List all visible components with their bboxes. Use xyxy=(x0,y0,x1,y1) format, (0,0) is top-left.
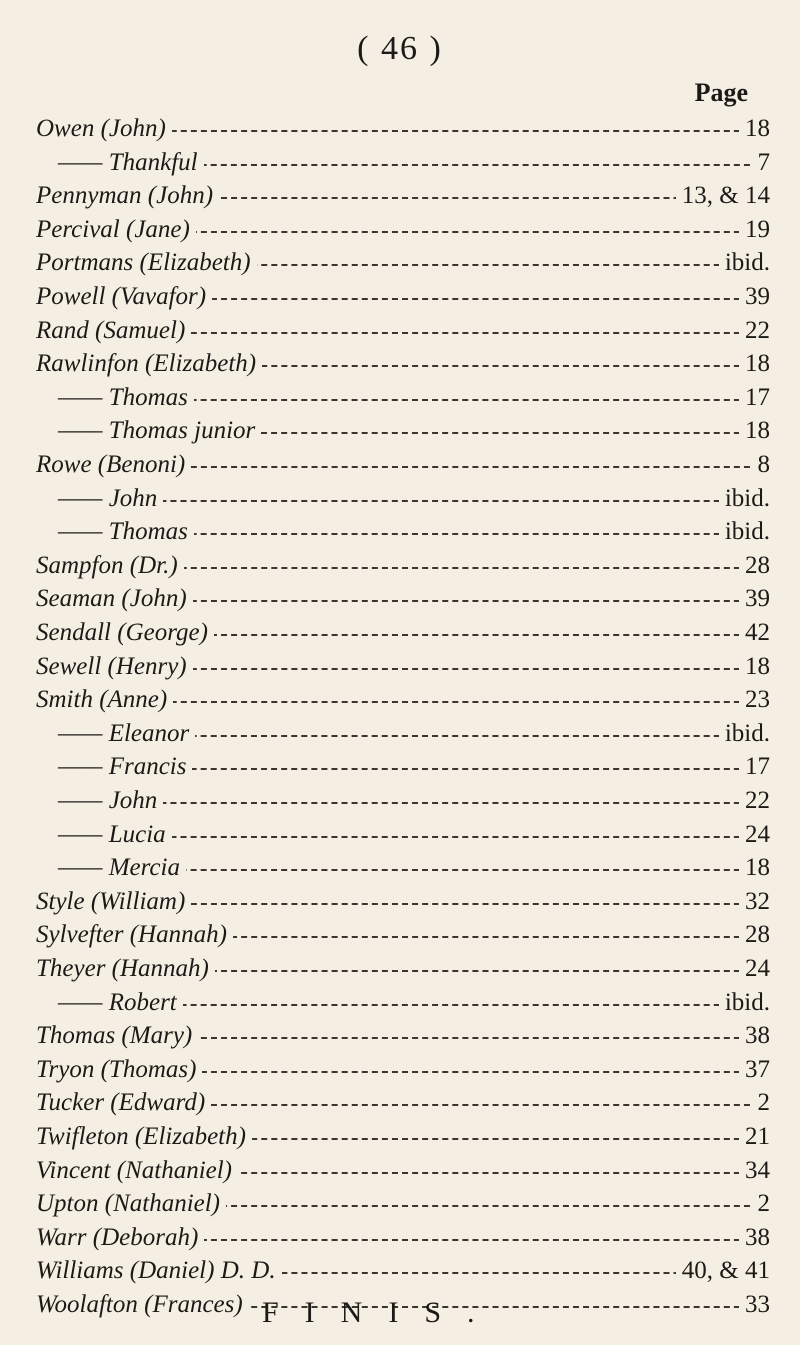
index-entry xyxy=(0,280,800,314)
entry-name: —— Thomas xyxy=(58,381,194,415)
entry-page-number: 42 xyxy=(739,616,770,650)
entry-page-number: 17 xyxy=(739,381,770,415)
entry-page-number: 22 xyxy=(739,314,770,348)
page-column-heading: Page xyxy=(694,78,748,107)
entry-name: Rowe (Benoni) xyxy=(36,448,191,482)
index-entry xyxy=(0,381,800,415)
entry-name: —— Thankful xyxy=(58,146,204,180)
index-entry xyxy=(0,750,800,784)
index-entry xyxy=(0,1053,800,1087)
index-entry xyxy=(0,1019,800,1053)
index-entry xyxy=(0,482,800,516)
finis-text: FINIS. xyxy=(262,1296,501,1329)
entry-page-number: 13, & 14 xyxy=(676,179,770,213)
index-entry xyxy=(0,1154,800,1188)
entry-page-number: 2 xyxy=(752,1086,771,1120)
index-entry xyxy=(0,918,800,952)
entry-name: Theyer (Hannah) xyxy=(36,952,215,986)
entry-page-number: 8 xyxy=(752,448,771,482)
entry-name: —— Lucia xyxy=(58,818,172,852)
index-entry xyxy=(0,1187,800,1221)
entry-name: Portmans (Elizabeth) xyxy=(36,246,257,280)
index-entry xyxy=(0,1254,800,1288)
index-entry xyxy=(0,818,800,852)
entry-name: Smith (Anne) xyxy=(36,683,173,717)
entry-page-number: 34 xyxy=(739,1154,770,1188)
entry-name: Rawlinfon (Elizabeth) xyxy=(36,347,262,381)
entry-name: Sylvefter (Hannah) xyxy=(36,918,233,952)
index-entry xyxy=(0,1120,800,1154)
entry-name: Sampfon (Dr.) xyxy=(36,549,184,583)
entry-name: —— Eleanor xyxy=(58,717,195,751)
index-entry xyxy=(0,885,800,919)
index-entry xyxy=(0,582,800,616)
entry-page-number: 7 xyxy=(752,146,771,180)
index-entry xyxy=(0,851,800,885)
index-entry xyxy=(0,112,800,146)
entry-name: Seaman (John) xyxy=(36,582,193,616)
entry-page-number: 18 xyxy=(739,347,770,381)
index-entry xyxy=(0,717,800,751)
entry-name: —— Mercia xyxy=(58,851,186,885)
entry-page-number: 28 xyxy=(739,549,770,583)
index-entry xyxy=(0,650,800,684)
entry-page-number: 38 xyxy=(739,1019,770,1053)
entry-name: Vincent (Nathaniel) xyxy=(36,1154,238,1188)
index-entry xyxy=(0,414,800,448)
entry-name: Upton (Nathaniel) xyxy=(36,1187,226,1221)
entry-page-number: 24 xyxy=(739,952,770,986)
entry-page-number: 40, & 41 xyxy=(676,1254,770,1288)
index-entry xyxy=(0,683,800,717)
index-entry xyxy=(0,549,800,583)
entry-name: Tryon (Thomas) xyxy=(36,1053,202,1087)
leader-line xyxy=(90,802,760,804)
page-number: ( 46 ) xyxy=(357,30,443,67)
index-entry xyxy=(0,1086,800,1120)
entry-name: Tucker (Edward) xyxy=(36,1086,211,1120)
entry-page-number: ibid. xyxy=(719,246,770,280)
entry-name: Twifleton (Elizabeth) xyxy=(36,1120,252,1154)
index-entry xyxy=(0,515,800,549)
entry-name: Percival (Jane) xyxy=(36,213,196,247)
entry-name: —— Francis xyxy=(58,750,192,784)
leader-line xyxy=(90,836,760,838)
entry-page-number: 22 xyxy=(739,784,770,818)
entry-name: —— Robert xyxy=(58,986,183,1020)
entry-page-number: 24 xyxy=(739,818,770,852)
entry-name: Sendall (George) xyxy=(36,616,214,650)
entry-page-number: 32 xyxy=(739,885,770,919)
entry-page-number: 28 xyxy=(739,918,770,952)
leader-line xyxy=(90,500,760,502)
entry-page-number: 21 xyxy=(739,1120,770,1154)
index-entry xyxy=(0,784,800,818)
leader-line xyxy=(90,869,760,871)
index-entry xyxy=(0,616,800,650)
index-entry xyxy=(0,179,800,213)
entry-name: Rand (Samuel) xyxy=(36,314,191,348)
leader-line xyxy=(90,1004,760,1006)
entry-name: Warr (Deborah) xyxy=(36,1221,204,1255)
index-entry xyxy=(0,347,800,381)
index-entry xyxy=(0,1221,800,1255)
index-entry xyxy=(0,146,800,180)
entry-page-number: ibid. xyxy=(719,482,770,516)
entry-name: Powell (Vavafor) xyxy=(36,280,212,314)
entry-page-number: 38 xyxy=(739,1221,770,1255)
entry-page-number: 2 xyxy=(752,1187,771,1221)
entry-name: Pennyman (John) xyxy=(36,179,219,213)
index-entry xyxy=(0,986,800,1020)
entry-page-number: 18 xyxy=(739,414,770,448)
entry-page-number: ibid. xyxy=(719,717,770,751)
index-entry xyxy=(0,246,800,280)
entry-page-number: 33 xyxy=(739,1288,770,1322)
entry-page-number: 18 xyxy=(739,650,770,684)
entry-page-number: ibid. xyxy=(719,986,770,1020)
index-entry xyxy=(0,314,800,348)
entry-name: Woolafton (Frances) xyxy=(36,1288,249,1322)
entry-name: Sewell (Henry) xyxy=(36,650,193,684)
entry-name: Style (William) xyxy=(36,885,191,919)
entry-page-number: 39 xyxy=(739,280,770,314)
entry-name: —— Thomas xyxy=(58,515,194,549)
entry-name: Thomas (Mary) xyxy=(36,1019,198,1053)
entry-page-number: 17 xyxy=(739,750,770,784)
entry-name: —— John xyxy=(58,784,163,818)
index-entry xyxy=(0,448,800,482)
entry-page-number: 23 xyxy=(739,683,770,717)
index-entry xyxy=(0,952,800,986)
entry-page-number: 37 xyxy=(739,1053,770,1087)
index-entry xyxy=(0,213,800,247)
entry-name: Owen (John) xyxy=(36,112,172,146)
entry-page-number: 18 xyxy=(739,851,770,885)
entry-page-number: 18 xyxy=(739,112,770,146)
entry-page-number: 39 xyxy=(739,582,770,616)
entry-name: —— Thomas junior xyxy=(58,414,261,448)
entry-name: Williams (Daniel) D. D. xyxy=(36,1254,282,1288)
entry-page-number: ibid. xyxy=(719,515,770,549)
entry-name: —— John xyxy=(58,482,163,516)
entry-page-number: 19 xyxy=(739,213,770,247)
